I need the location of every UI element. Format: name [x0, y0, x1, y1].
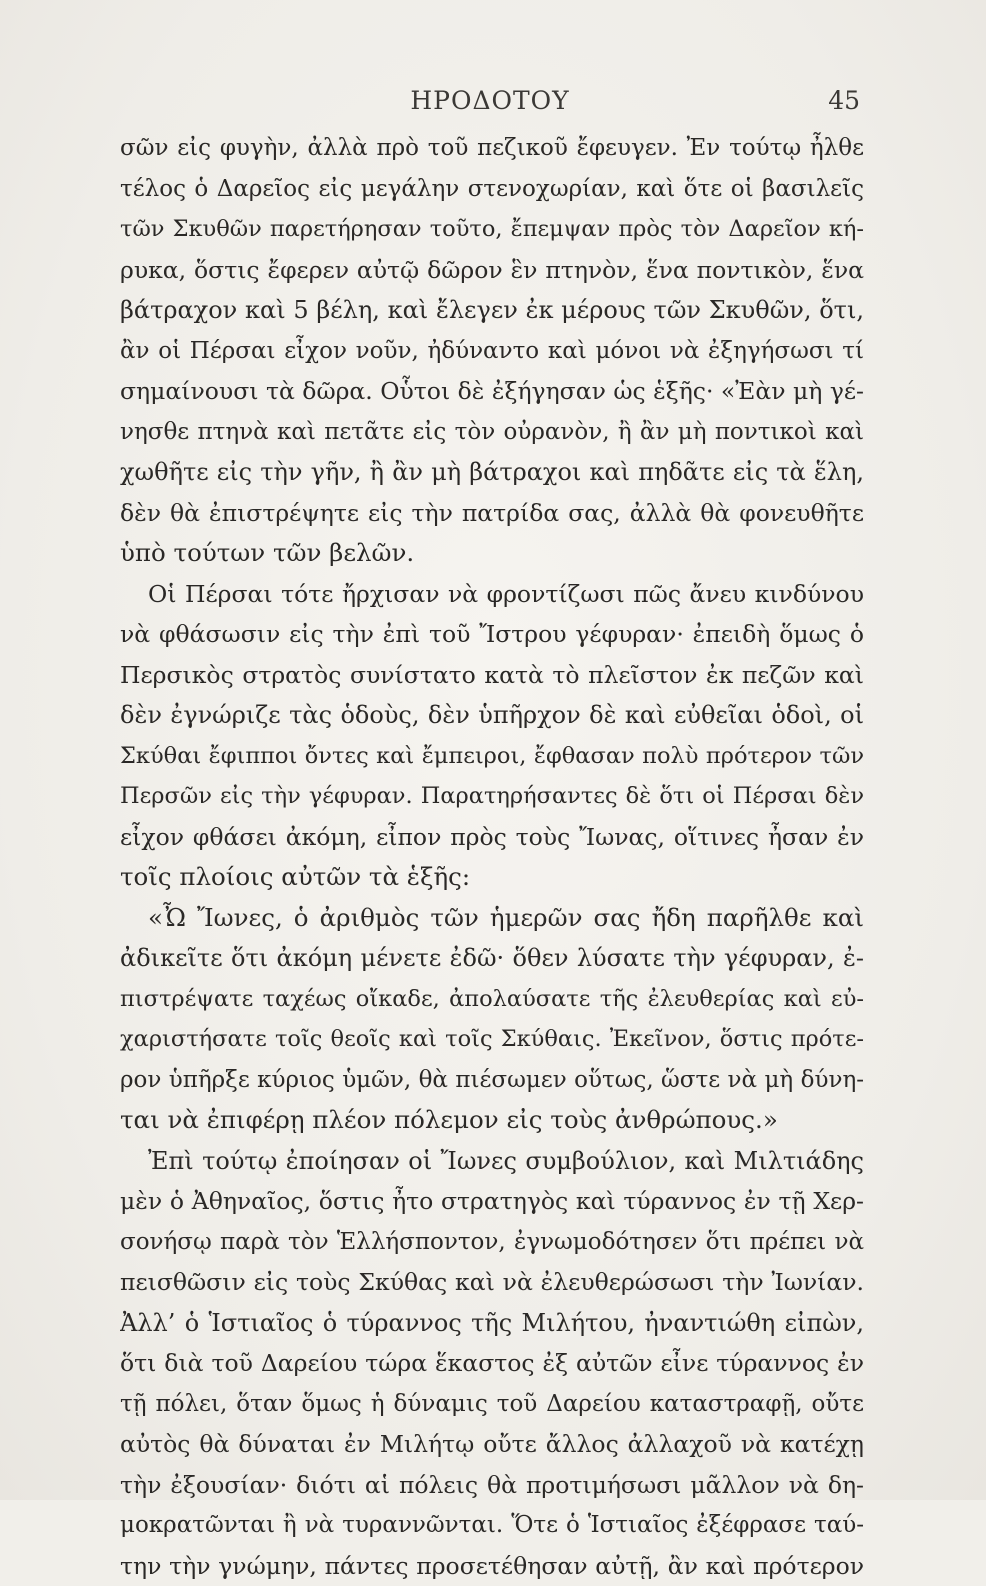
- text-line: ρυκα, ὅστις ἔφερεν αὐτῷ δῶρον ἓν πτηνὸν, ἕνα ποντικὸν, ἕνα: [120, 250, 864, 291]
- text-line: μοκρατῶνται ἢ νὰ τυραννῶνται. Ὅτε ὁ Ἱστιαῖος ἐξέφρασε ταύ-: [120, 1505, 864, 1546]
- text-line: Ἐπὶ τούτῳ ἐποίησαν οἱ Ἴωνες συμβούλιον, καὶ Μιλτιάδης: [120, 1141, 864, 1182]
- text-line: τὴν ἐξουσίαν· διότι αἱ πόλεις θὰ προτιμήσωσι μᾶλλον νὰ δη-: [120, 1465, 864, 1506]
- text-line: βάτραχον καὶ 5 βέλη, καὶ ἔλεγεν ἐκ μέρους τῶν Σκυθῶν, ὅτι,: [120, 290, 864, 331]
- text-line: σῶν εἰς φυγὴν, ἀλλὰ πρὸ τοῦ πεζικοῦ ἔφευγεν. Ἐν τούτῳ ἦλθε: [120, 128, 864, 169]
- text-line: αὐτὸς θὰ δύναται ἐν Μιλήτῳ οὔτε ἄλλος ἀλλαχοῦ νὰ κατέχῃ: [120, 1424, 864, 1465]
- text-line: ται νὰ ἐπιφέρῃ πλέον πόλεμον εἰς τοὺς ἀνθρώπους.»: [120, 1100, 864, 1141]
- text-line: Περσικὸς στρατὸς συνίστατο κατὰ τὸ πλεῖστον ἐκ πεζῶν καὶ: [120, 655, 864, 696]
- text-line: χωθῆτε εἰς τὴν γῆν, ἢ ἂν μὴ βάτραχοι καὶ πηδᾶτε εἰς τὰ ἕλη,: [120, 452, 864, 493]
- text-line: τοῖς πλοίοις αὐτῶν τὰ ἑξῆς:: [120, 857, 864, 898]
- text-line: Ἀλλ’ ὁ Ἱστιαῖος ὁ τύραννος τῆς Μιλήτου, ἠναντιώθη εἰπὼν,: [120, 1303, 864, 1344]
- text-line: χαριστήσατε τοῖς θεοῖς καὶ τοῖς Σκύθαις. Ἐκεῖνον, ὅστις πρότε-: [120, 1019, 864, 1060]
- running-title: ΗΡΟΔΟΤΟΥ: [120, 86, 860, 115]
- text-line: ἀδικεῖτε ὅτι ἀκόμη μένετε ἐδῶ· ὅθεν λύσατε τὴν γέφυραν, ἐ-: [120, 938, 864, 979]
- text-line: Περσῶν εἰς τὴν γέφυραν. Παρατηρήσαντες δὲ ὅτι οἱ Πέρσαι δὲν: [120, 776, 864, 817]
- text-line: Σκύθαι ἔφιπποι ὄντες καὶ ἔμπειροι, ἔφθασαν πολὺ πρότερον τῶν: [120, 736, 864, 777]
- text-line: δὲν θὰ ἐπιστρέψητε εἰς τὴν πατρίδα σας, ἀλλὰ θὰ φονευθῆτε: [120, 493, 864, 534]
- text-line: μὲν ὁ Ἀθηναῖος, ὅστις ἦτο στρατηγὸς καὶ τύραννος ἐν τῇ Χερ-: [120, 1181, 864, 1222]
- text-line: δὲν ἐγνώριζε τὰς ὁδοὺς, δὲν ὑπῆρχον δὲ καὶ εὐθεῖαι ὁδοὶ, οἱ: [120, 695, 864, 736]
- text-line: «Ὦ Ἴωνες, ὁ ἀριθμὸς τῶν ἡμερῶν σας ἤδη παρῆλθε καὶ: [120, 898, 864, 939]
- text-line: ἂν οἱ Πέρσαι εἶχον νοῦν, ἠδύναντο καὶ μόνοι νὰ ἐξηγήσωσι τί: [120, 331, 864, 372]
- text-line: Οἱ Πέρσαι τότε ἤρχισαν νὰ φροντίζωσι πῶς ἄνευ κινδύνου: [120, 574, 864, 615]
- text-line: τέλος ὁ Δαρεῖος εἰς μεγάλην στενοχωρίαν, καὶ ὅτε οἱ βασιλεῖς: [120, 169, 864, 210]
- text-line: σονήσῳ παρὰ τὸν Ἑλλήσποντον, ἐγνωμοδότησεν ὅτι πρέπει νὰ: [120, 1222, 864, 1263]
- page-number: 45: [828, 86, 860, 115]
- text-line: ρον ὑπῆρξε κύριος ὑμῶν, θὰ πιέσωμεν οὕτως, ὥστε νὰ μὴ δύνη-: [120, 1060, 864, 1101]
- text-line: σημαίνουσι τὰ δῶρα. Οὗτοι δὲ ἐξήγησαν ὡς ἑξῆς· «Ἐὰν μὴ γέ-: [120, 371, 864, 412]
- body-text: [120, 128, 864, 1586]
- text-line: την τὴν γνώμην, πάντες προσετέθησαν αὐτῇ, ἂν καὶ πρότερον: [120, 1546, 864, 1586]
- text-line: νὰ φθάσωσιν εἰς τὴν ἐπὶ τοῦ Ἴστρου γέφυραν· ἐπειδὴ ὅμως ὁ: [120, 614, 864, 655]
- text-line: πεισθῶσιν εἰς τοὺς Σκύθας καὶ νὰ ἐλευθερώσωσι τὴν Ἰωνίαν.: [120, 1262, 864, 1303]
- running-head: [120, 86, 860, 120]
- text-line: πιστρέψατε ταχέως οἴκαδε, ἀπολαύσατε τῆς ἐλευθερίας καὶ εὐ-: [120, 979, 864, 1020]
- text-line: τῇ πόλει, ὅταν ὅμως ἡ δύναμις τοῦ Δαρείου καταστραφῇ, οὔτε: [120, 1384, 864, 1425]
- text-line: τῶν Σκυθῶν παρετήρησαν τοῦτο, ἔπεμψαν πρὸς τὸν Δαρεῖον κή-: [120, 209, 864, 250]
- text-line: ὅτι διὰ τοῦ Δαρείου τώρα ἕκαστος ἐξ αὐτῶν εἶνε τύραννος ἐν: [120, 1343, 864, 1384]
- text-line: εἶχον φθάσει ἀκόμη, εἶπον πρὸς τοὺς Ἴωνας, οἵτινες ἦσαν ἐν: [120, 817, 864, 858]
- text-line: νησθε πτηνὰ καὶ πετᾶτε εἰς τὸν οὐρανὸν, ἢ ἂν μὴ ποντικοὶ καὶ: [120, 412, 864, 453]
- text-line: ὑπὸ τούτων τῶν βελῶν.: [120, 533, 864, 574]
